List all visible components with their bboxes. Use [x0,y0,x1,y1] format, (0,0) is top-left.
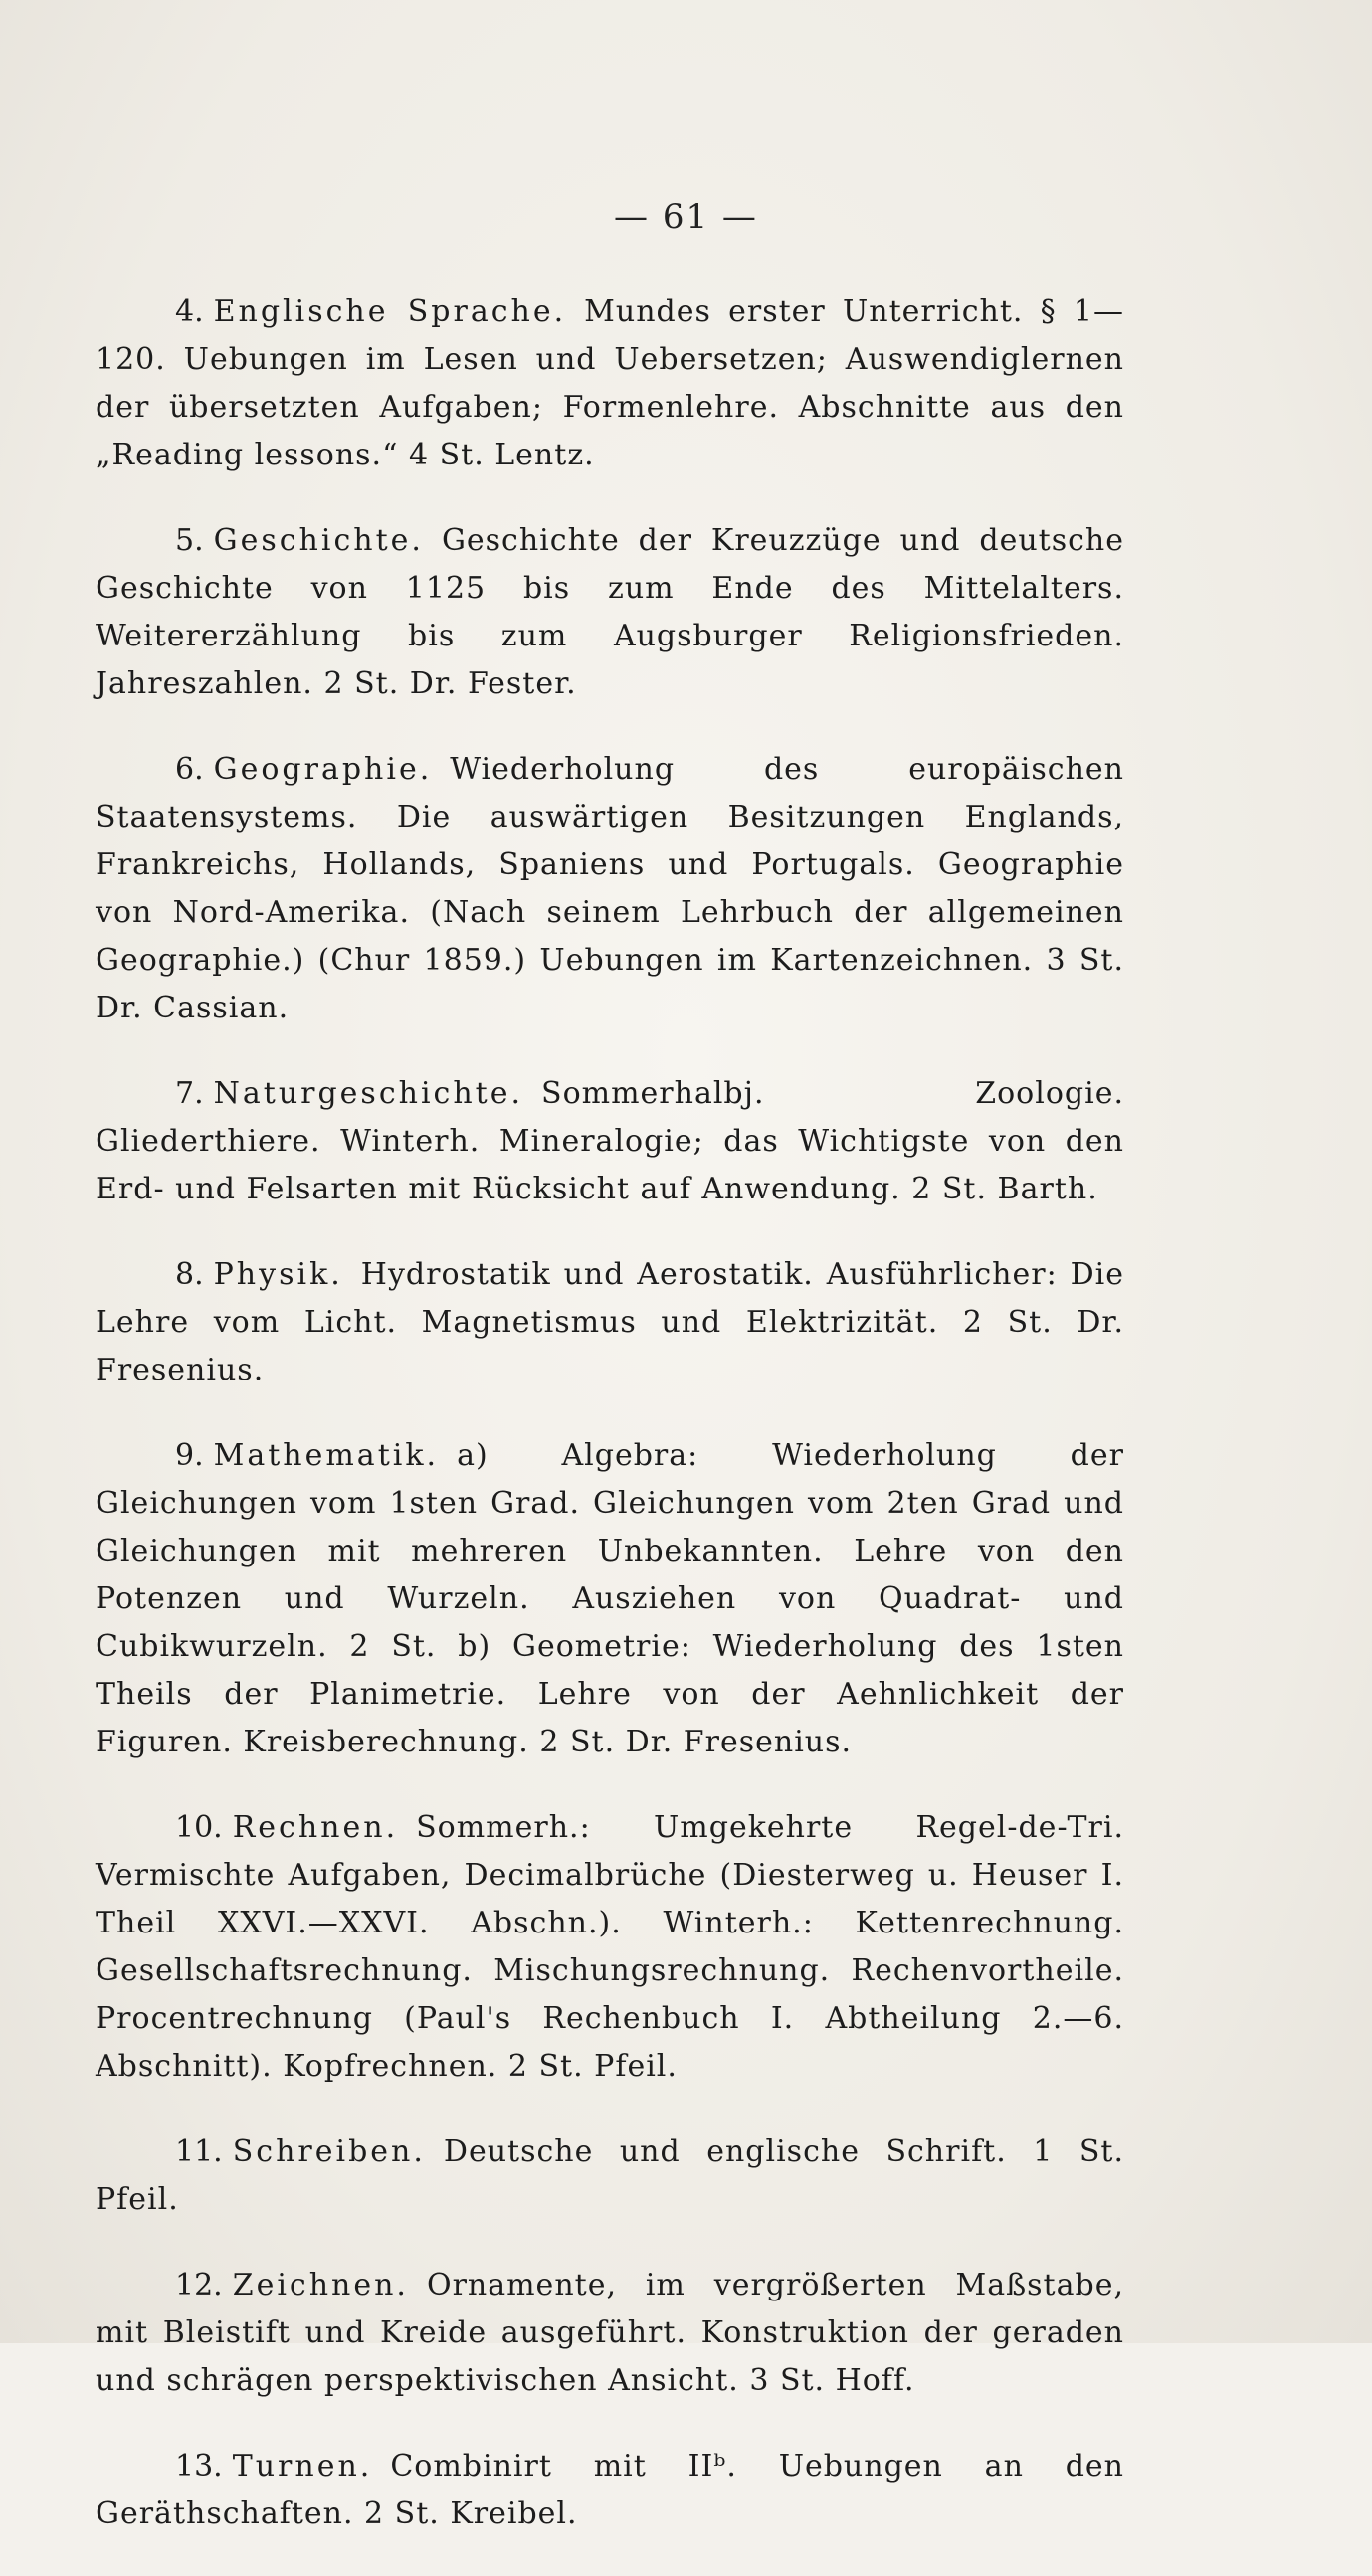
section-text: Combinirt mit IIᵇ. Uebungen an den Geräthschaften. 2 St. Kreibel. [96,2449,1124,2531]
section-number: 4. [175,294,204,329]
section-text: Deutsche und englische Schrift. 1 St. Pfeil. [96,2134,1124,2217]
section-number: 6. [175,752,204,787]
curriculum-list [96,288,1124,2576]
section-heading: Englische Sprache. [213,294,567,329]
section-geography [96,746,1124,1032]
section-history [96,517,1124,708]
section-text: a) Algebra: Wiederholung der Gleichungen vom 1sten Grad. Gleichungen vom 2ten Grad und Gleichungen mit mehreren Unbekannten. Lehre von den Potenzen und Wurzeln. Ausziehen von Quadrat- und Cubikwurzeln. 2 St. b) Geometrie: Wiederholung des 1sten Theils der Planimetrie. Lehre von der Aehnlichkeit der Figuren. Kreisberechnung. 2 St. Dr. Fresenius. [96,1438,1124,1759]
section-text: Sommerhalbj. Zoologie. Gliederthiere. Winterh. Mineralogie; das Wichtigste von den Erd- und Felsarten mit Rücksicht auf Anwendung. 2 St. Barth. [96,1076,1124,1206]
section-text: Mundes erster Unterricht. § 1—120. Uebungen im Lesen und Uebersetzen; Auswendiglernen der übersetzten Aufgaben; Formenlehre. Abschnitte aus den „Reading lessons.“ 4 St. Lentz. [96,294,1124,472]
section-heading: Naturgeschichte. [213,1076,524,1111]
section-heading: Turnen. [232,2449,373,2484]
section-natural-history [96,1070,1124,1213]
section-heading: Zeichnen. [232,2268,409,2302]
section-heading: Geschichte. [213,523,424,558]
section-number: 8. [175,1257,204,1292]
section-english [96,288,1124,479]
section-writing [96,2128,1124,2224]
section-number: 13. [175,2449,223,2484]
section-heading: Schreiben. [232,2134,426,2169]
section-drawing [96,2262,1124,2405]
section-arithmetic [96,1804,1124,2091]
section-text: Sommerh.: Umgekehrte Regel-de-Tri. Vermischte Aufgaben, Decimalbrüche (Diesterweg u. Heuser I. Theil XXVI.—XXVI. Abschn.). Winterh.: Kettenrechnung. Gesellschaftsrechnung. Mischungsrechnung. Rechenvortheile. Procentrechnung (Paul's Rechenbuch I. Abtheilung 2.—6. Abschnitt). Kopfrechnen. 2 St. Pfeil. [96,1810,1124,2084]
section-text: Wiederholung des europäischen Staatensystems. Die auswärtigen Besitzungen Englands, Frankreichs, Hollands, Spaniens und Portugals. Geographie von Nord-Amerika. (Nach seinem Lehrbuch der allgemeinen Geographie.) (Chur 1859.) Uebungen im Kartenzeichnen. 3 St. Dr. Cassian. [96,752,1124,1025]
section-heading: Physik. [213,1257,343,1292]
section-text: Geschichte der Kreuzzüge und deutsche Geschichte von 1125 bis zum Ende des Mittelalters. Weitererzählung bis zum Augsburger Religionsfrieden. Jahreszahlen. 2 St. Dr. Fester. [96,523,1124,701]
section-gymnastics [96,2443,1124,2538]
section-number: 9. [175,1438,204,1473]
section-mathematics [96,1432,1124,1766]
section-number: 7. [175,1076,204,1111]
section-number: 12. [175,2268,223,2302]
section-number: 5. [175,523,204,558]
section-number: 10. [175,1810,223,1845]
page-number: — 61 — [614,197,758,237]
section-physics [96,1251,1124,1394]
section-text: Hydrostatik und Aerostatik. Ausführlicher: Die Lehre vom Licht. Magnetismus und Elektrizität. 2 St. Dr. Fresenius. [96,1257,1124,1387]
section-heading: Mathematik. [213,1438,440,1473]
section-number: 11. [175,2134,223,2169]
section-heading: Rechnen. [232,1810,399,1845]
section-heading: Geographie. [213,752,433,787]
section-text: Ornamente, im vergrößerten Maßstabe, mit Bleistift und Kreide ausgeführt. Konstruktion der geraden und schrägen perspektivischen Ansicht. 3 St. Hoff. [96,2268,1124,2398]
